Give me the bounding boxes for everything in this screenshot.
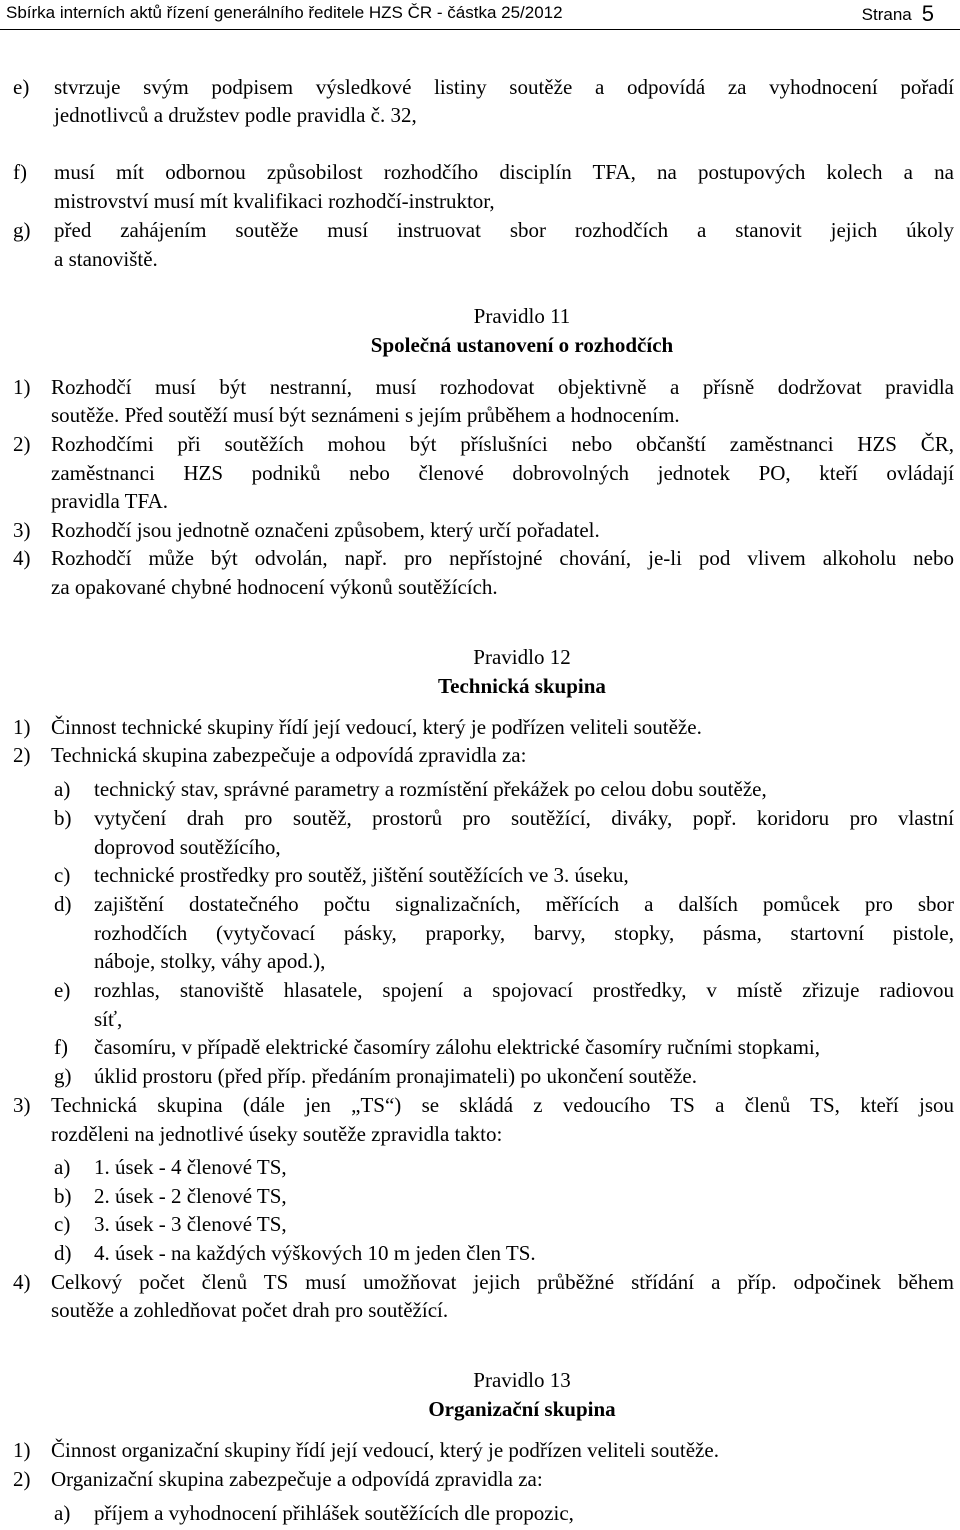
page-label: Strana (861, 5, 912, 24)
page-number: 5 (921, 1, 934, 26)
header-rule (0, 29, 960, 30)
page-header (0, 0, 960, 30)
rule-13-title: Organizační skupina (428, 1397, 616, 1421)
rule-12-number: Pravidlo 12 (473, 645, 571, 669)
page-indicator (862, 1, 934, 27)
rule-11-number: Pravidlo 11 (473, 304, 571, 328)
rule-13-number: Pravidlo 13 (473, 1368, 571, 1392)
collection-title: Sbírka interních aktů řízení generálního ředitele HZS ČR - částka 25/2012 (6, 3, 563, 22)
rule-11-title: Společná ustanovení o rozhodčích (370, 333, 674, 357)
rule-12-title: Technická skupina (438, 674, 606, 698)
